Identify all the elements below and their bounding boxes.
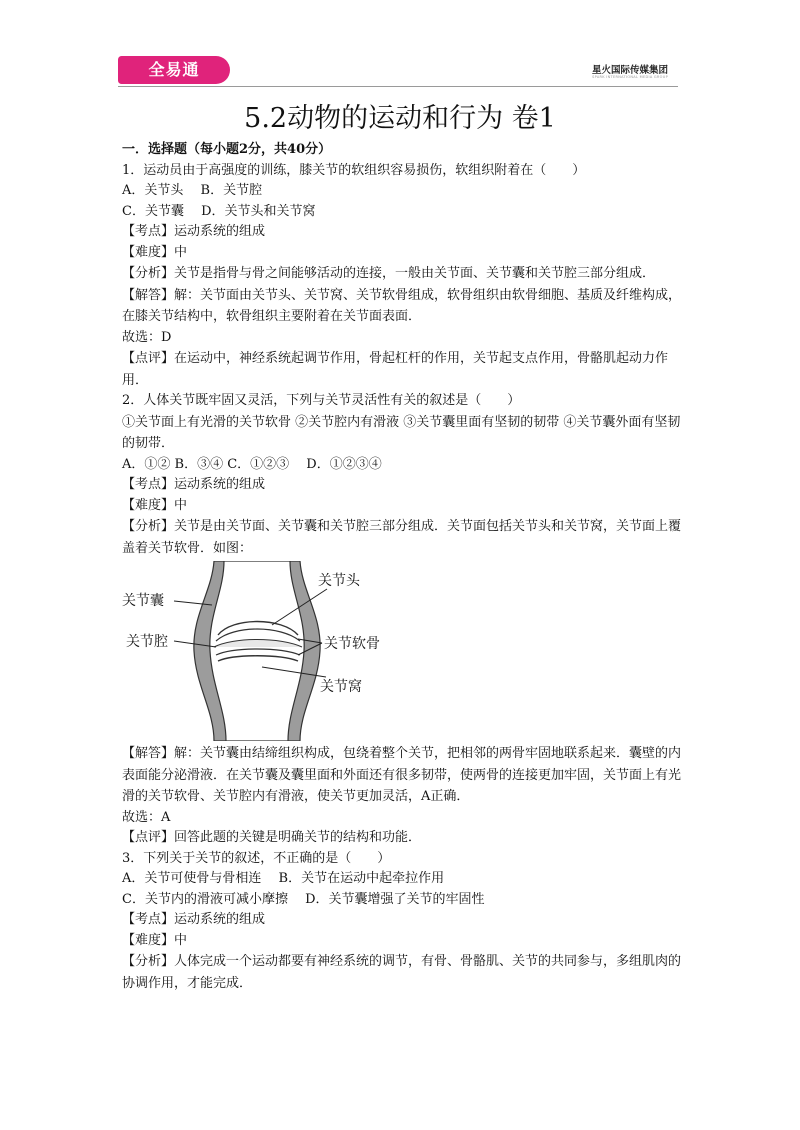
question-3-analysis: 【分析】人体完成一个运动都要有神经系统的调节，有骨、骨骼肌、关节的共同参与，多组肌肉的协调作用，才能完成． bbox=[122, 954, 682, 991]
document-body bbox=[122, 140, 682, 994]
question-3-options-cd: C．关节内的滑液可减小摩擦 D．关节囊增强了关节的牢固性 bbox=[122, 891, 485, 907]
question-2-options: A．①② B．③④ C．①②③ D．①②③④ bbox=[122, 456, 382, 472]
question-2-solution: 【解答】解：关节囊由结缔组织构成，包绕着整个关节，把相邻的两骨牢固地联系起来．囊壁的内表面能分泌滑液．在关节囊及囊里面和外面还有很多韧带，使两骨的连接更加牢固，关节面上有光滑的关节软骨、关节腔内有滑液，使关节更加灵活，A正确． bbox=[122, 746, 682, 804]
question-3-kaodian: 【考点】运动系统的组成 bbox=[122, 912, 266, 927]
question-2-analysis: 【分析】关节是由关节面、关节囊和关节腔三部分组成．关节面包括关节头和关节窝，关节面上覆盖着关节软骨．如图： bbox=[122, 519, 682, 556]
label-head: 关节头 bbox=[318, 573, 360, 589]
question-1-difficulty: 【难度】中 bbox=[122, 244, 188, 260]
company-subtitle: SPARK INTERNATIONAL MEDIA GROUP bbox=[592, 75, 668, 79]
section-heading: 一．选择题（每小题2分，共40分） bbox=[122, 142, 332, 157]
question-1-stem: 1．运动员由于高强度的训练，膝关节的软组织容易损伤，软组织附着在（ ） bbox=[122, 162, 586, 178]
label-socket: 关节窝 bbox=[320, 679, 362, 695]
question-1-options-ab: A．关节头 B．关节腔 bbox=[122, 183, 263, 198]
label-capsule: 关节囊 bbox=[122, 593, 164, 609]
question-3-stem: 3．下列关于关节的叙述，不正确的是（ ） bbox=[122, 850, 391, 866]
question-3-difficulty: 【难度】中 bbox=[122, 932, 188, 948]
label-cartilage: 关节软骨 bbox=[324, 636, 380, 652]
page-title: 5.2动物的运动和行为 卷1 bbox=[244, 103, 556, 134]
question-1-analysis: 【分析】关节是指骨与骨之间能够活动的连接，一般由关节面、关节囊和关节腔三部分组成． bbox=[122, 266, 656, 281]
question-1-options-cd: C．关节囊 D．关节头和关节窝 bbox=[122, 203, 316, 219]
question-2-difficulty: 【难度】中 bbox=[122, 497, 188, 513]
label-cavity: 关节腔 bbox=[126, 634, 168, 650]
question-1-kaodian: 【考点】运动系统的组成 bbox=[122, 224, 266, 239]
question-2-kaodian: 【考点】运动系统的组成 bbox=[122, 477, 266, 492]
bone-shape bbox=[210, 561, 304, 741]
company-name: 星火国际传媒集团 bbox=[591, 65, 668, 76]
header-divider bbox=[118, 86, 678, 87]
joint-diagram bbox=[122, 561, 402, 741]
question-3-options-ab: A．关节可使骨与骨相连 B．关节在运动中起牵拉作用 bbox=[122, 871, 445, 886]
question-1-answer: 故选：D bbox=[122, 329, 172, 345]
question-1-comment: 【点评】在运动中，神经系统起调节作用，骨起杠杆的作用，关节起支点作用，骨骼肌起动力作用． bbox=[122, 351, 669, 388]
page-header bbox=[118, 56, 678, 86]
brand-logo: 全易通 bbox=[118, 56, 230, 84]
question-2-answer: 故选：A bbox=[122, 809, 171, 825]
question-1-solution: 【解答】解：关节面由关节头、关节窝、关节软骨组成，软骨组织由软骨细胞、基质及纤维构成，在膝关节结构中，软骨组织主要附着在关节面表面． bbox=[122, 287, 682, 324]
question-2-stem: 2．人体关节既牢固又灵活，下列与关节灵活性有关的叙述是（ ） bbox=[122, 393, 521, 408]
question-2-comment: 【点评】回答此题的关键是明确关节的结构和功能． bbox=[122, 830, 422, 845]
question-2-items: ①关节面上有光滑的关节软骨 ②关节腔内有滑液 ③关节囊里面有坚韧的韧带 ④关节囊外面有坚韧的韧带． bbox=[122, 414, 681, 451]
